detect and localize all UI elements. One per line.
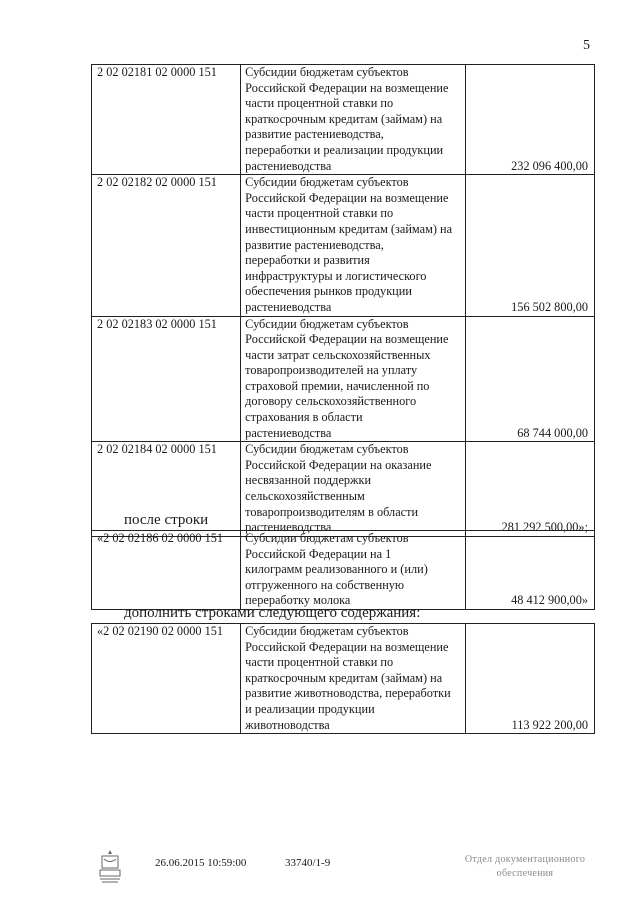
amount-cell: 48 412 900,00» xyxy=(465,531,594,610)
description-line: отгруженного на собственную xyxy=(245,577,405,592)
description-line: части процентной ставки по xyxy=(245,655,394,670)
description-line: несвязанной поддержки xyxy=(245,473,372,488)
budget-table-reference-row xyxy=(91,530,595,610)
description-line: сельскохозяйственным xyxy=(245,489,365,504)
amount-cell: 113 922 200,00 xyxy=(465,624,594,734)
description-line: части процентной ставки по xyxy=(245,206,394,221)
description-line: Российской Федерации на 1 xyxy=(245,546,392,561)
description-line: переработки и развития xyxy=(245,253,370,268)
description-line: страховой премии, начисленной по xyxy=(245,378,430,393)
description-line: Субсидии бюджетам субъектов xyxy=(245,442,409,457)
description-cell xyxy=(241,65,466,175)
table-row xyxy=(92,65,595,175)
description-line: части процентной ставки по xyxy=(245,96,394,111)
budget-code-cell: «2 02 02190 02 0000 151 xyxy=(92,624,241,734)
budget-code-cell: 2 02 02183 02 0000 151 xyxy=(92,316,241,442)
description-line: товаропроизводителям в области xyxy=(245,504,419,519)
description-line: страхования в области xyxy=(245,410,363,425)
stamp-line-2: обеспечения xyxy=(496,868,554,879)
description-line: инфраструктуры и логистического xyxy=(245,268,427,283)
stamp-line-1: Отдел документационного xyxy=(464,854,586,865)
description-line: инвестиционным кредитам (займам) на xyxy=(245,221,453,236)
description-line: Субсидии бюджетам субъектов xyxy=(245,531,409,545)
description-cell xyxy=(241,442,466,537)
description-line: Субсидии бюджетам субъектов xyxy=(245,65,409,79)
budget-code-cell: 2 02 02184 02 0000 151 xyxy=(92,442,241,537)
description-line: растениеводства xyxy=(245,158,332,173)
description-line: договору сельскохозяйственного xyxy=(245,394,417,409)
description-line: растениеводства xyxy=(245,520,332,535)
description-line: переработки и реализации продукции xyxy=(245,142,444,157)
budget-table-added-row xyxy=(91,623,595,734)
description-line: Российской Федерации на оказание xyxy=(245,457,432,472)
description-line: обеспечения рынков продукции xyxy=(245,284,412,299)
description-line: растениеводства xyxy=(245,299,332,314)
budget-code-cell: 2 02 02182 02 0000 151 xyxy=(92,175,241,316)
description-line: товаропроизводителей на уплату xyxy=(245,363,418,378)
description-line: Российской Федерации на возмещение xyxy=(245,639,449,654)
table-row xyxy=(92,175,595,316)
description-cell xyxy=(241,624,466,734)
footer-date: 26.06.2015 10:59:00 xyxy=(155,857,247,869)
amount-cell: 281 292 500,00»; xyxy=(465,442,594,537)
footer-doc-number: 33740/1-9 xyxy=(285,857,331,869)
description-line: краткосрочным кредитам (займам) на xyxy=(245,670,443,685)
description-line: развитие растениеводства, xyxy=(245,127,384,142)
description-line: Субсидии бюджетам субъектов xyxy=(245,624,409,638)
description-line: развитие животноводства, переработки xyxy=(245,686,451,701)
description-line: килограмм реализованного и (или) xyxy=(245,562,428,577)
page-number: 5 xyxy=(583,38,590,53)
emblem-logo xyxy=(96,848,124,884)
description-line: Российской Федерации на возмещение xyxy=(245,80,449,95)
description-line: Российской Федерации на возмещение xyxy=(245,190,449,205)
description-line: растениеводства xyxy=(245,425,332,440)
budget-code-cell: «2 02 02186 02 0000 151 xyxy=(92,531,241,610)
amount-cell: 156 502 800,00 xyxy=(465,175,594,316)
paragraph-after-row: после строки xyxy=(124,512,209,528)
description-line: краткосрочным кредитам (займам) на xyxy=(245,111,443,126)
table-row xyxy=(92,531,595,610)
description-line: Субсидии бюджетам субъектов xyxy=(245,175,409,190)
description-cell xyxy=(241,316,466,442)
budget-table-existing xyxy=(91,64,595,537)
description-line: развитие растениеводства, xyxy=(245,237,384,252)
table-row xyxy=(92,624,595,734)
description-line: Российской Федерации на возмещение xyxy=(245,332,449,347)
description-line: Субсидии бюджетам субъектов xyxy=(245,316,409,331)
description-line: животноводства xyxy=(245,717,330,732)
paragraph-add-rows: дополнить строками следующего содержания: xyxy=(124,605,421,621)
department-stamp xyxy=(445,853,605,881)
budget-code-cell: 2 02 02181 02 0000 151 xyxy=(92,65,241,175)
table-row xyxy=(92,316,595,442)
description-cell xyxy=(241,531,466,610)
amount-cell: 68 744 000,00 xyxy=(465,316,594,442)
description-line: части затрат сельскохозяйственных xyxy=(245,347,431,362)
description-line: и реализации продукции xyxy=(245,701,375,716)
amount-cell: 232 096 400,00 xyxy=(465,65,594,175)
description-cell xyxy=(241,175,466,316)
description-line: переработку молока xyxy=(245,593,351,608)
